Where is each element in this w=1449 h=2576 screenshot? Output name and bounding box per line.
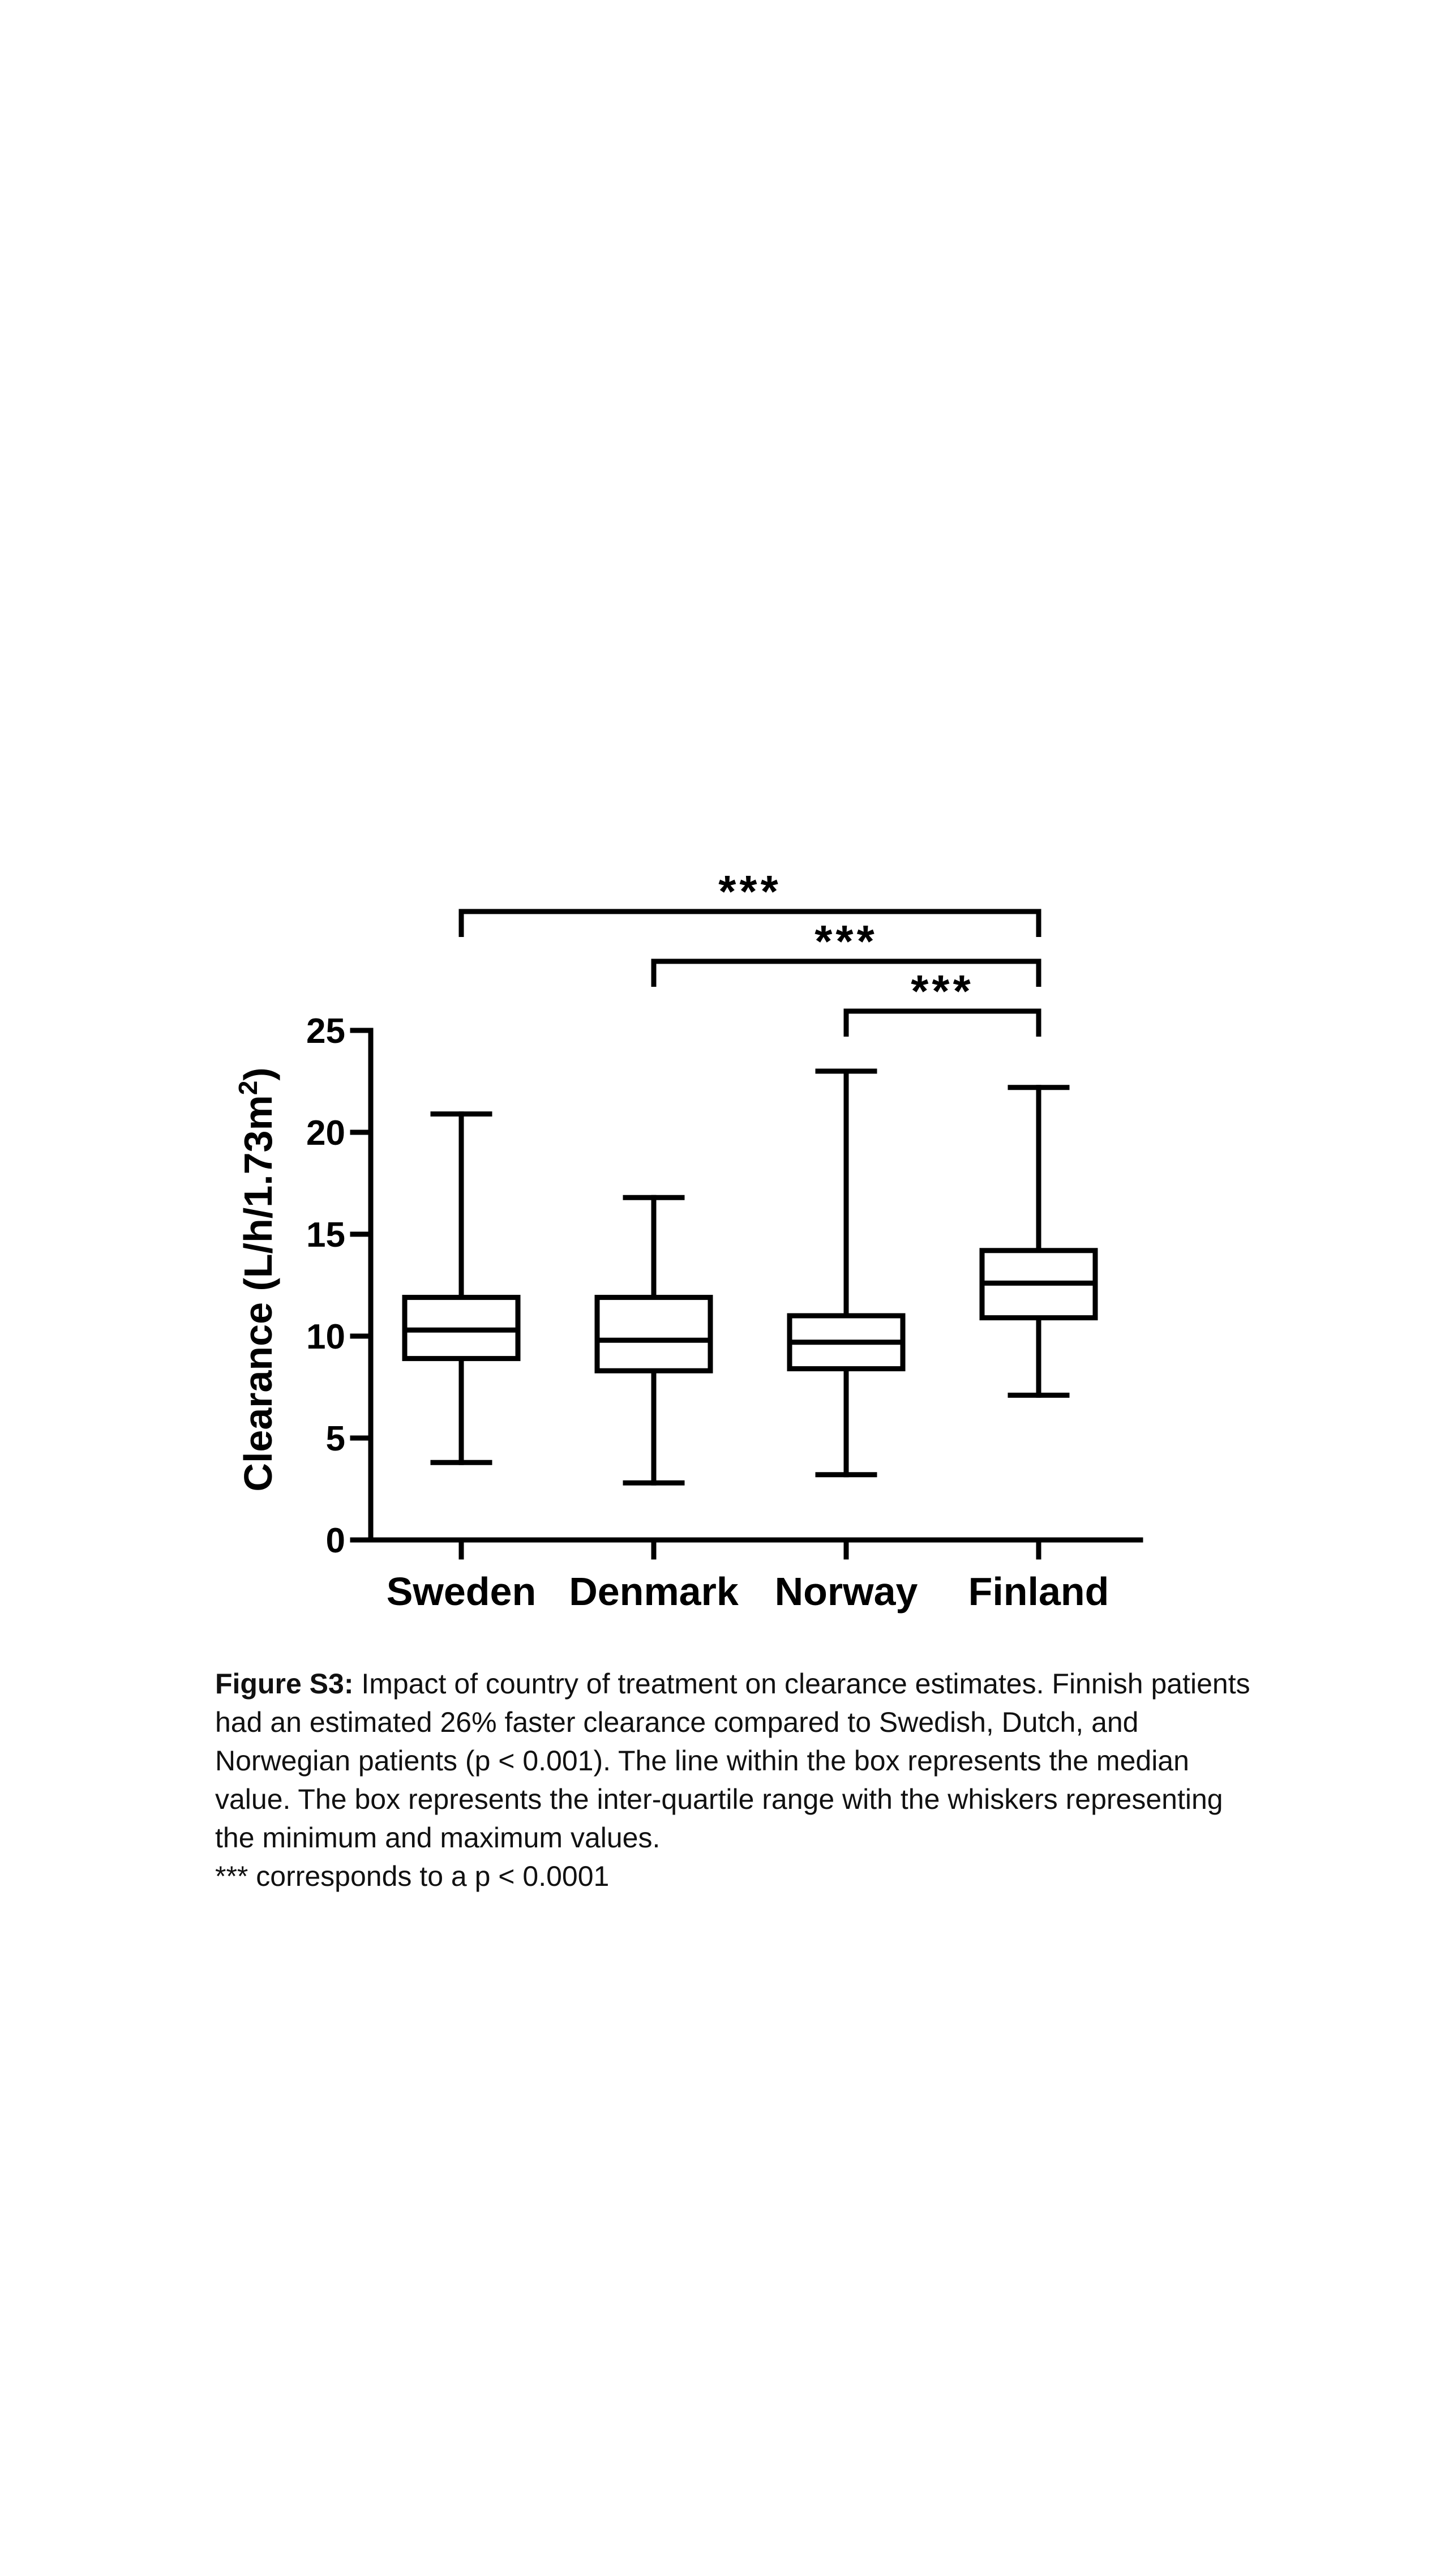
boxes (405, 1071, 1095, 1483)
caption-body: Impact of country of treatment on clearance estimates. Finnish patients had an estimated 26% faster clearance compared to Swedish, Dutch, and Norwegian patients (p < 0.001). The line within the box represents the median value. The box represents the inter-quartile range with the whiskers representing the minimum and maximum values. (215, 1668, 1250, 1854)
caption-text (215, 1664, 1262, 1857)
box-denmark (597, 1197, 710, 1483)
iqr-box (597, 1298, 710, 1371)
y-axis-title: Clearance $(L/h/1.73m^2)$ (233, 1067, 280, 1492)
boxplot-figure (215, 838, 1223, 1642)
clearance-boxplot (215, 838, 1223, 1642)
caption-lead: Figure S3: (215, 1668, 354, 1700)
box-norway (790, 1071, 903, 1475)
sig-bracket-denmark-finland (654, 916, 1039, 987)
significance-brackets (461, 866, 1039, 1037)
significance-label: *** (814, 916, 878, 966)
sig-bracket-sweden-finland (461, 866, 1039, 937)
x-tick-label-norway: Norway (774, 1569, 918, 1614)
box-finland (982, 1088, 1095, 1396)
significance-label: *** (718, 866, 782, 917)
y-tick-label-4: 20 (306, 1114, 345, 1153)
x-tick-label-finland: Finland (968, 1569, 1109, 1614)
y-tick-label-1: 5 (325, 1419, 345, 1458)
caption-note: *** corresponds to a p < 0.0001 (215, 1860, 610, 1892)
box-sweden (405, 1114, 518, 1463)
y-tick-label-0: 0 (325, 1521, 345, 1560)
y-tick-label-2: 10 (306, 1317, 345, 1357)
x-tick-label-sweden: Sweden (386, 1569, 537, 1614)
y-tick-label-3: 15 (306, 1216, 345, 1255)
y-tick-label-5: 25 (306, 1012, 345, 1051)
significance-label: *** (911, 966, 974, 1016)
x-tick-label-denmark: Denmark (569, 1569, 739, 1614)
sig-bracket-norway-finland (846, 966, 1039, 1037)
figure-caption (215, 1664, 1262, 1895)
